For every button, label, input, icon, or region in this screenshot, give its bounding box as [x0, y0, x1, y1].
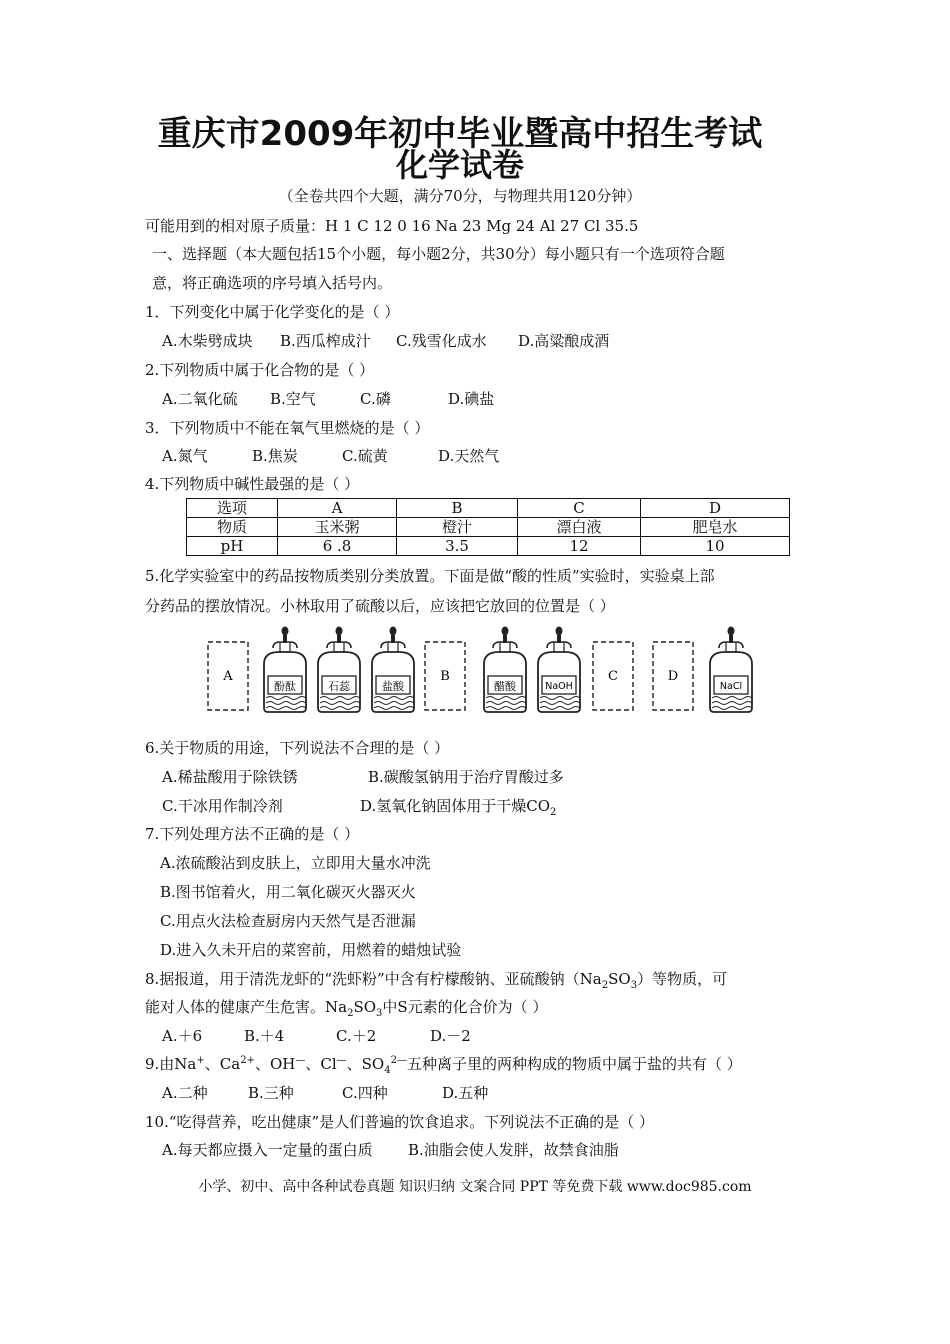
q8-option-c: C.＋2 [336, 1027, 377, 1045]
slot-label: B [440, 669, 450, 684]
question-7-stem: 7.下列处理方法不正确的是（ ） [145, 825, 360, 843]
bottle-label: 石蕊 [328, 680, 350, 693]
q2-option-b: B.空气 [270, 390, 316, 408]
table-cell: 6 .8 [278, 537, 397, 556]
q7-option-b: B.图书馆着火，用二氧化碳灭火器灭火 [160, 883, 416, 901]
question-1-options [162, 331, 609, 351]
table-cell: 漂白液 [518, 518, 641, 537]
slot-label: C [608, 669, 618, 684]
exam-note: （全卷共四个大题，满分70分，与物理共用120分钟） [278, 187, 642, 205]
superscript: + [196, 1055, 205, 1066]
question-9-options [162, 1083, 488, 1103]
bottle-hydrochloric-acid [372, 627, 414, 713]
text: 五种离子里的两种构成的物质中属于盐的共有（ ） [406, 1055, 742, 1073]
q10-option-b: B.油脂会使人发胖，故禁食油脂 [408, 1141, 619, 1159]
question-2-stem: 2.下列物质中属于化合物的是（ ） [145, 361, 375, 379]
superscript: 2+ [240, 1055, 255, 1066]
bottle-label: 酚酞 [274, 680, 296, 693]
question-10-options [162, 1140, 619, 1160]
bottle-litmus [318, 627, 360, 713]
q7-option-d: D.进入久未开启的菜窖前，用燃着的蜡烛试验 [160, 941, 462, 959]
table-cell: D [641, 499, 790, 518]
q9-option-a: A.二种 [162, 1084, 208, 1102]
q6-option-c: C.干冰用作制冷剂 [162, 797, 283, 815]
text: 能对人体的健康产生危害。Na [145, 998, 348, 1016]
bottle-label: NaOH [545, 681, 573, 692]
table-cell: 玉米粥 [278, 518, 397, 537]
question-1-stem: 1．下列变化中属于化学变化的是（ ） [145, 303, 400, 321]
table-cell: 10 [641, 537, 790, 556]
q6-option-a: A.稀盐酸用于除铁锈 [162, 768, 298, 786]
question-6-options-ab [162, 767, 564, 787]
q6-option-d-text: D.氢氧化钠固体用于干燥CO [360, 797, 551, 815]
lab-bench-figure [205, 626, 765, 722]
q6-option-d [360, 796, 556, 816]
superscript: — [336, 1055, 347, 1066]
q8-option-b: B.＋4 [244, 1027, 285, 1045]
bottle-nacl [710, 627, 752, 713]
q9-option-b: B.三种 [248, 1084, 294, 1102]
table-cell: 3.5 [397, 537, 518, 556]
table-cell: 物质 [187, 518, 278, 537]
text: 、Ca [204, 1055, 241, 1073]
text: 中S元素的化合价为（ ） [382, 998, 548, 1016]
text: SO [353, 998, 377, 1016]
table-cell: 肥皂水 [641, 518, 790, 537]
question-5-line-2: 分药品的摆放情况。小林取用了硫酸以后，应该把它放回的位置是（ ） [145, 597, 615, 615]
question-5-line-1: 5.化学实验室中的药品按物质类别分类放置。下面是做“酸的性质”实验时，实验桌上部 [145, 567, 715, 585]
bottle-label: 醋酸 [494, 680, 516, 693]
subscript: 3 [376, 1008, 383, 1019]
table-cell: pH [187, 537, 278, 556]
text: ）等物质，可 [637, 970, 728, 988]
table-row [187, 518, 790, 537]
q8-option-d: D.－2 [430, 1027, 471, 1045]
subscript: 2 [550, 807, 557, 818]
page-footer: 小学、初中、高中各种试卷真题 知识归纳 文案合同 PPT 等免费下载 www.doc985.com [198, 1179, 752, 1195]
table-cell: C [518, 499, 641, 518]
q3-option-d: D.天然气 [438, 447, 500, 465]
subscript: 3 [630, 980, 638, 991]
question-3-stem: 3．下列物质中不能在氧气里燃烧的是（ ） [145, 419, 430, 437]
question-9-stem [145, 1054, 742, 1074]
text: SO [608, 970, 631, 988]
q9-option-d: D.五种 [442, 1084, 489, 1102]
table-row [187, 537, 790, 556]
bottle-label: 盐酸 [382, 680, 404, 693]
q2-option-a: A.二氧化硫 [162, 390, 238, 408]
text: 、OH [254, 1055, 296, 1073]
question-6-stem: 6.关于物质的用途，下列说法不合理的是（ ） [145, 739, 450, 757]
bottle-acetic-acid [484, 627, 526, 713]
q1-option-a: A.木柴劈成块 [162, 332, 253, 350]
section-1-instructions-1: 一、选择题（本大题包括15个小题，每小题2分，共30分）每小题只有一个选项符合题 [152, 245, 725, 263]
section-1-instructions-2: 意，将正确选项的序号填入括号内。 [152, 274, 393, 292]
subscript: 2 [601, 980, 609, 991]
q1-option-b: B.西瓜榨成汁 [280, 332, 371, 350]
table-cell: A [278, 499, 397, 518]
exam-title: 重庆市2009年初中毕业暨高中招生考试 [157, 114, 763, 154]
q10-option-a: A.每天都应摄入一定量的蛋白质 [162, 1141, 373, 1159]
text: 9.由Na [145, 1055, 197, 1073]
q7-option-c: C.用点火法检查厨房内天然气是否泄漏 [160, 912, 416, 930]
question-8-line-2 [145, 997, 547, 1017]
question-2-options [162, 389, 494, 409]
atomic-masses: 可能用到的相对原子质量：H 1 C 12 0 16 Na 23 Mg 24 Al 27 Cl 35.5 [145, 217, 639, 235]
q9-option-c: C.四种 [342, 1084, 388, 1102]
subscript: 4 [384, 1065, 391, 1076]
bottle-naoh [538, 627, 580, 713]
question-4-stem: 4.下列物质中碱性最强的是（ ） [145, 475, 360, 493]
question-10-stem: 10.“吃得营养，吃出健康”是人们普遍的饮食追求。下列说法不正确的是（ ） [145, 1113, 654, 1131]
text: 、Cl [305, 1055, 337, 1073]
table-cell: B [397, 499, 518, 518]
question-8-line-1 [145, 969, 727, 989]
exam-subtitle: 化学试卷 [395, 146, 524, 184]
slot-label: D [667, 669, 679, 684]
question-6-options-cd [162, 796, 556, 816]
table-cell: 12 [518, 537, 641, 556]
question-3-options [162, 446, 499, 466]
superscript: — [295, 1055, 306, 1066]
q2-option-c: C.磷 [360, 390, 391, 408]
bottle-label: NaCl [719, 681, 743, 692]
text: 8.据报道，用于清洗龙虾的“洗虾粉”中含有柠檬酸钠、亚硫酸钠（Na [145, 970, 602, 988]
q1-option-c: C.残雪化成水 [396, 332, 487, 350]
superscript: 2— [390, 1055, 407, 1066]
table-cell: 橙汁 [397, 518, 518, 537]
q3-option-b: B.焦炭 [252, 447, 298, 465]
slot-label: A [223, 669, 233, 684]
q6-option-b: B.碳酸氢钠用于治疗胃酸过多 [368, 768, 564, 786]
ph-table-header [187, 499, 790, 518]
bottle-phenolphthalein [264, 627, 306, 713]
subscript: 2 [347, 1008, 354, 1019]
q3-option-a: A.氮气 [162, 447, 208, 465]
ph-table [186, 498, 790, 556]
table-cell: 选项 [187, 499, 278, 518]
q8-option-a: A.＋6 [162, 1027, 203, 1045]
q1-option-d: D.高粱酿成酒 [518, 332, 610, 350]
question-8-options [162, 1026, 471, 1046]
text: 、SO [346, 1055, 385, 1073]
q2-option-d: D.碘盐 [448, 390, 495, 408]
q3-option-c: C.硫黄 [342, 447, 388, 465]
q7-option-a: A.浓硫酸沾到皮肤上，立即用大量水冲洗 [160, 854, 431, 872]
